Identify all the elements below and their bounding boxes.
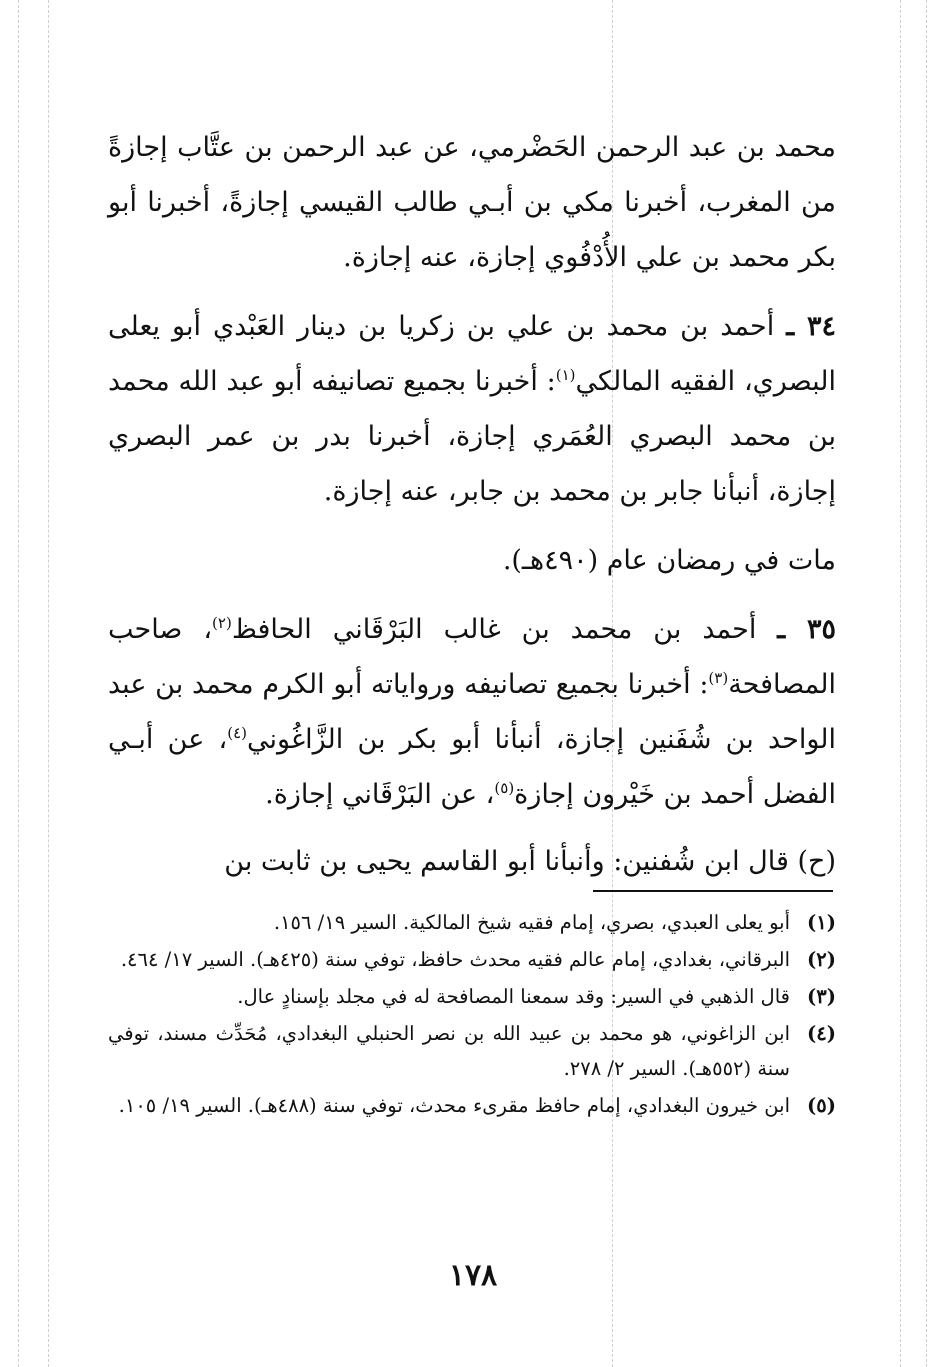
footnote-text: البرقاني، بغدادي، إمام عالم فقيه محدث حافظ، توفي سنة (٤٢٥هـ). السير ١٧/ ٤٦٤. — [120, 948, 790, 971]
footnote-item — [108, 905, 836, 940]
footnote-mark: (١) — [807, 911, 836, 934]
footnote-item — [108, 942, 836, 977]
footnote-ref[interactable]: (٥) — [494, 779, 515, 797]
entry-text: ، عن البَرْقَاني إجازة. — [265, 779, 495, 810]
page-number: ١٧٨ — [448, 1258, 498, 1293]
footnote-item — [108, 1016, 836, 1086]
main-text — [108, 120, 836, 889]
scan-guide-line — [48, 0, 49, 1367]
footnote-mark: (٤) — [807, 1022, 836, 1045]
footnote-ref[interactable]: (٣) — [708, 669, 729, 687]
paragraph-continuation — [108, 120, 836, 285]
footnote-text: ابن الزاغوني، هو محمد بن عبيد الله بن نصر الحنبلي البغدادي، مُحَدِّث مسند، توفي سنة (٥٥٢هـ). السير ٢/ ٢٧٨. — [108, 1022, 790, 1080]
footnote-mark: (٣) — [807, 985, 836, 1008]
footnote-item — [108, 1088, 836, 1123]
entry-text: : أخبرنا بجميع تصانيفه أبو عبد الله محمد بن محمد البصري العُمَري إجازة، أخبرنا بدر بن عمر البصري إجازة، أنبأنا جابر بن محمد بن جابر، عنه إجازة. — [108, 366, 836, 507]
entry-text: : أخبرنا بجميع تصانيفه ورواياته أبو الكرم محمد بن عبد الواحد بن شُفَنين إجازة، أنبأنا أبو بكر بن الزَّاغُوني — [108, 669, 836, 755]
entry-text: ، صاحب المصافحة — [108, 614, 836, 700]
footnote-mark: (٢) — [807, 948, 836, 971]
chain-continuation — [108, 834, 836, 889]
footnote-separator — [593, 890, 833, 892]
entry-35 — [108, 602, 836, 822]
entry-text: ، عن أبـي الفضل أحمد بن خَيْرون إجازة — [108, 724, 836, 810]
footnote-item — [108, 979, 836, 1014]
scan-guide-line — [900, 0, 901, 1367]
footnotes — [108, 905, 836, 1125]
footnote-text: ابن خيرون البغدادي، إمام حافظ مقرىء محدث، توفي سنة (٤٨٨هـ). السير ١٩/ ١٠٥. — [118, 1094, 790, 1117]
footnote-ref[interactable]: (٤) — [227, 724, 248, 742]
footnote-text: أبو يعلى العبدي، بصري، إمام فقيه شيخ المالكية. السير ١٩/ ١٥٦. — [273, 911, 790, 934]
entry-number: ٣٥ ـ — [777, 614, 837, 645]
entry-text: أحمد بن محمد بن غالب البَرْقَاني الحافظ — [231, 614, 757, 645]
paragraph-text: مات في رمضان عام (٤٩٠هـ). — [502, 545, 836, 576]
death-date-line — [108, 533, 836, 588]
entry-number: ٣٤ ـ — [786, 311, 837, 342]
entry-34 — [108, 299, 836, 519]
footnote-text: قال الذهبي في السير: وقد سمعنا المصافحة له في مجلد بإسنادٍ عال. — [237, 985, 790, 1008]
footnote-ref[interactable]: (٢) — [212, 614, 232, 632]
paragraph-text: محمد بن عبد الرحمن الحَضْرمي، عن عبد الرحمن بن عتَّاب إجازةً من المغرب، أخبرنا مكي بن أبـي طالب القيسي إجازةً، أخبرنا أبو بكر محمد بن علي الأُدْفُوي إجازة، عنه إجازة. — [108, 132, 836, 273]
footnote-mark: (٥) — [807, 1094, 836, 1117]
entry-text: أحمد بن محمد بن علي بن زكريا بن دينار العَبْدي أبو يعلى البصري، الفقيه المالكي — [108, 311, 836, 397]
scan-guide-line — [926, 0, 927, 1367]
paragraph-text: (ح) قال ابن شُفنين: وأنبأنا أبو القاسم يحيى بن ثابت بن — [224, 846, 836, 877]
footnote-ref[interactable]: (١) — [555, 366, 576, 384]
scan-guide-line — [18, 0, 19, 1367]
